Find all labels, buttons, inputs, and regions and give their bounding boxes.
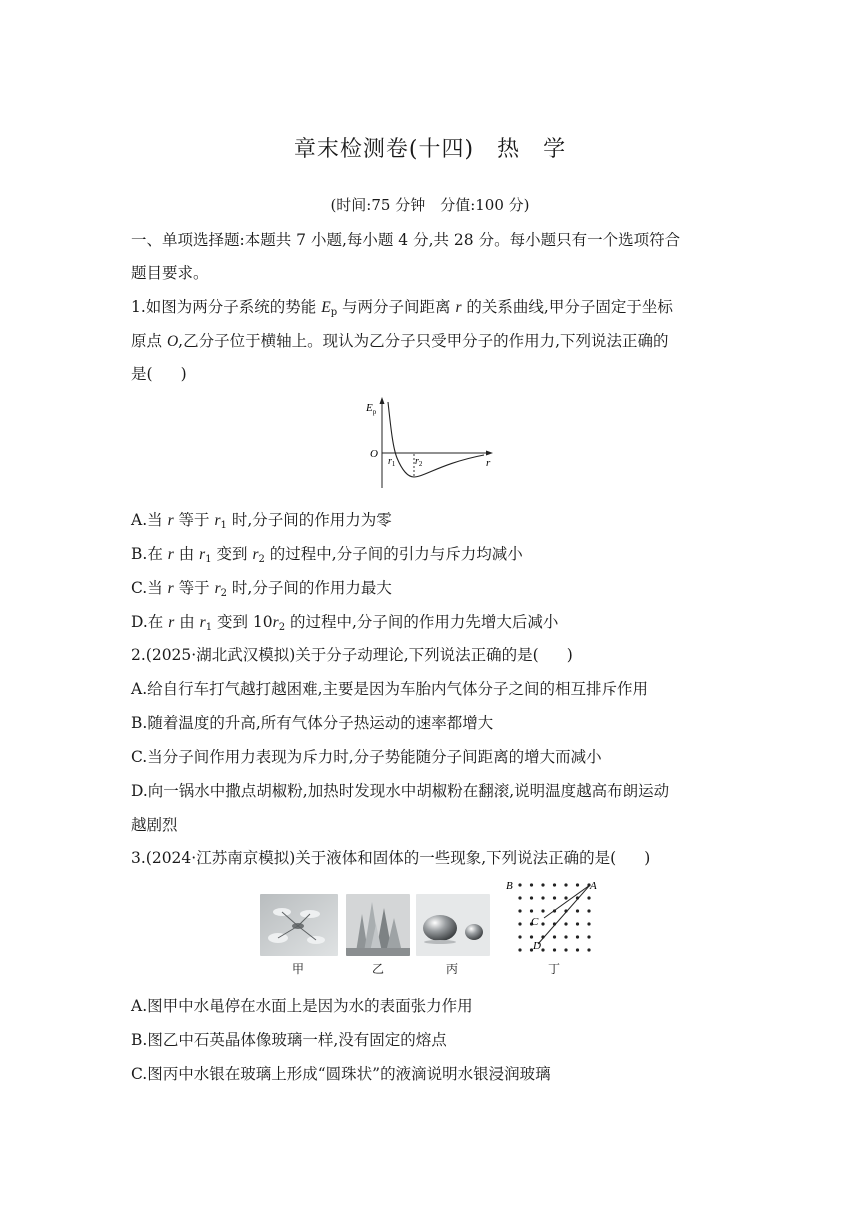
lattice-dot [564, 948, 567, 951]
lattice-dot [576, 935, 579, 938]
lattice-dot [564, 896, 567, 899]
point-b-label: B [506, 880, 513, 892]
r1-label: $r_1$ [388, 456, 396, 468]
lattice-dot [518, 922, 521, 925]
section-heading-cont: 题目要求。 [131, 264, 209, 282]
lattice-dot [530, 896, 533, 899]
caption-yi: 乙 [372, 962, 385, 976]
x-axis-label: r [486, 457, 491, 469]
x-axis-arrow [486, 451, 493, 456]
mercury-droplet-photo [416, 894, 490, 956]
y-axis-arrow [380, 397, 385, 404]
lattice-dot [564, 935, 567, 938]
q3-option-c[interactable]: C.图丙中水银在玻璃上形成“圆珠状”的液滴说明水银浸润玻璃 [131, 1065, 551, 1083]
q2-option-d-cont: 越剧烈 [131, 816, 178, 834]
q1-stem-line1: 1.如图为两分子系统的势能 $E_p$ 与两分子间距离 r 的关系曲线,甲分子固定于坐标 [131, 298, 673, 318]
potential-energy-graph [362, 396, 502, 492]
q2-option-b[interactable]: B.随着温度的升高,所有气体分子热运动的速率都增大 [131, 714, 494, 732]
lattice-dot [587, 948, 590, 951]
q1-stem-line2: 原点 O,乙分子位于横轴上。现认为乙分子只受甲分子的作用力,下列说法正确的 [131, 332, 669, 350]
quartz-crystal-photo [346, 894, 410, 956]
q3-figure-strip [258, 878, 608, 978]
lattice-dot [518, 883, 521, 886]
caption-ding: 丁 [548, 962, 561, 976]
page-title: 章末检测卷(十四) 热 学 [293, 137, 567, 162]
crystal-lattice-diagram [504, 878, 604, 960]
q3-stem: 3.(2024·江苏南京模拟)关于液体和固体的一些现象,下列说法正确的是( ) [131, 849, 651, 867]
y-axis-label: $E_p$ [366, 402, 377, 416]
q3-option-a[interactable]: A.图甲中水黾停在水面上是因为水的表面张力作用 [131, 997, 473, 1015]
lattice-dot [587, 935, 590, 938]
ep-curve [388, 402, 484, 477]
lattice-dot [564, 883, 567, 886]
point-a-label: A [590, 880, 597, 892]
water-strider-photo [260, 894, 338, 956]
q2-option-c[interactable]: C.当分子间作用力表现为斥力时,分子势能随分子间距离的增大而减小 [131, 748, 602, 766]
lattice-dot [541, 922, 544, 925]
lattice-dot [587, 896, 590, 899]
lattice-dot [530, 883, 533, 886]
caption-bing: 丙 [446, 962, 459, 976]
lattice-dot [530, 909, 533, 912]
lattice-dot [553, 883, 556, 886]
lattice-dot [587, 909, 590, 912]
lattice-dot [541, 909, 544, 912]
q2-stem: 2.(2025·湖北武汉模拟)关于分子动理论,下列说法正确的是( ) [131, 646, 573, 664]
q2-option-d[interactable]: D.向一锅水中撒点胡椒粉,加热时发现水中胡椒粉在翻滚,说明温度越高布朗运动 [131, 782, 670, 800]
lattice-dot [576, 883, 579, 886]
caption-jia: 甲 [292, 962, 305, 976]
q1-option-a[interactable]: A.当 r 等于 $r_1$ 时,分子间的作用力为零 [131, 511, 392, 531]
lattice-dot [564, 922, 567, 925]
q1-option-d[interactable]: D.在 r 由 $r_1$ 变到 $10r_2$ 的过程中,分子间的作用力先增大后减小 [131, 613, 559, 633]
point-c-label: C [531, 916, 539, 928]
q2-option-a[interactable]: A.给自行车打气越打越困难,主要是因为车胎内气体分子之间的相互排斥作用 [131, 680, 649, 698]
q3-option-b[interactable]: B.图乙中石英晶体像玻璃一样,没有固定的熔点 [131, 1031, 447, 1049]
lattice-dot [553, 948, 556, 951]
lattice-dot [576, 922, 579, 925]
lattice-dot [541, 948, 544, 951]
lattice-dot [518, 896, 521, 899]
lattice-dot [541, 883, 544, 886]
origin-label: O [370, 448, 378, 460]
lattice-dot [576, 909, 579, 912]
q1-option-c[interactable]: C.当 r 等于 $r_2$ 时,分子间的作用力最大 [131, 579, 392, 599]
q1-option-b[interactable]: B.在 r 由 $r_1$ 变到 $r_2$ 的过程中,分子间的引力与斥力均减小 [131, 545, 523, 565]
lattice-dot [541, 896, 544, 899]
lattice-dot [587, 922, 590, 925]
lattice-dot [530, 935, 533, 938]
lattice-dot [518, 948, 521, 951]
lattice-dot [576, 948, 579, 951]
exam-meta: (时间:75 分钟 分值:100 分) [330, 196, 530, 214]
q1-stem-line3: 是( ) [131, 365, 187, 383]
r2-label: $r_2$ [415, 456, 423, 468]
lattice-dot [553, 935, 556, 938]
lattice-dot [518, 909, 521, 912]
point-d-label: D [533, 940, 541, 952]
lattice-dot [518, 935, 521, 938]
lattice-dot [553, 896, 556, 899]
section-heading: 一、单项选择题:本题共 7 小题,每小题 4 分,共 28 分。每小题只有一个选项符合 [131, 231, 681, 249]
